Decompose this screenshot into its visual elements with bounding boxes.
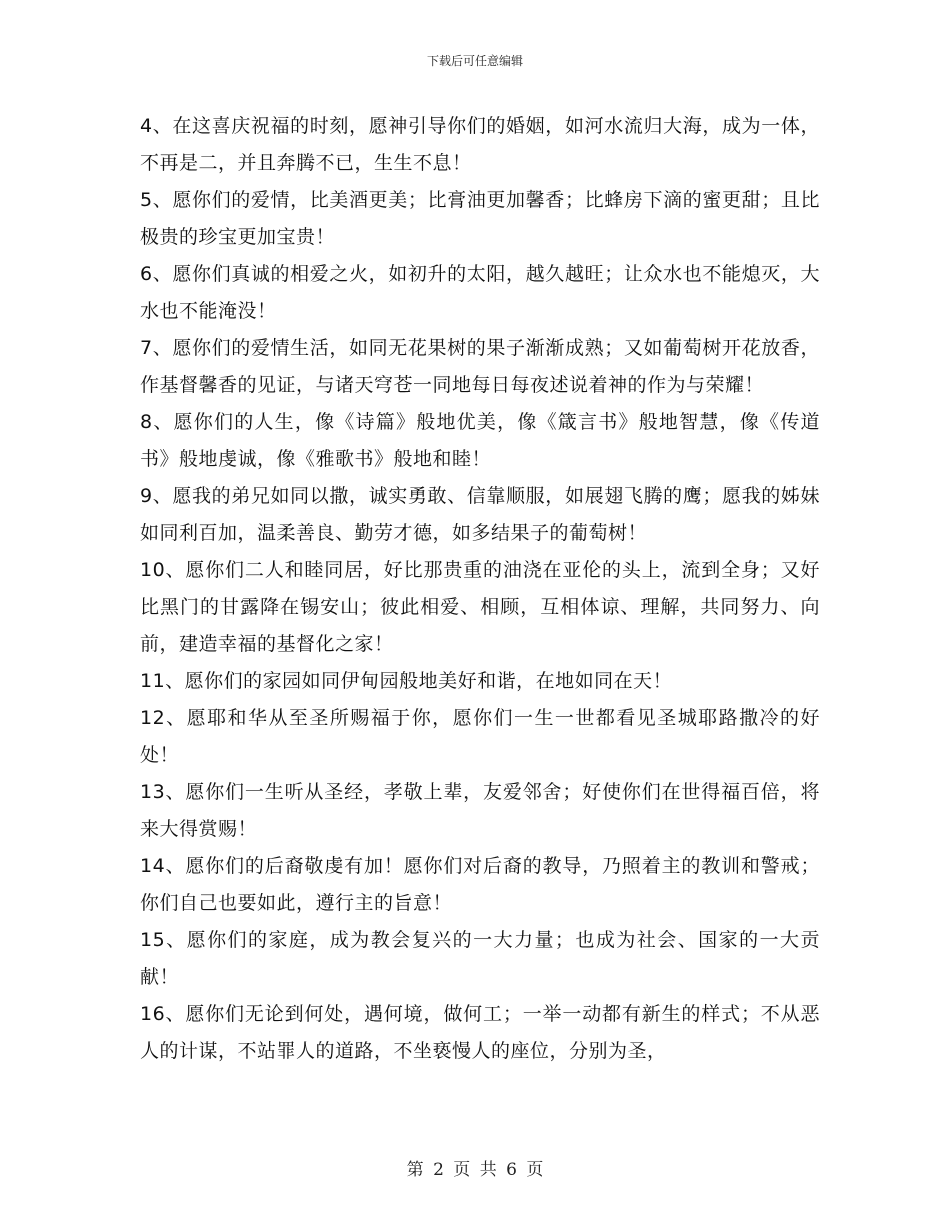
paragraph-8: 8、愿你们的人生，像《诗篇》般地优美，像《箴言书》般地智慧，像《传道书》般地虔诚，像《雅歌书》般地和睦！	[140, 411, 820, 470]
page-number-footer: 第 2 页 共 6 页	[406, 1160, 544, 1180]
paragraph-4: 4、在这喜庆祝福的时刻，愿神引导你们的婚姻，如河水流归大海，成为一体，不再是二，并且奔腾不已，生生不息！	[140, 115, 820, 174]
paragraph-10: 10、愿你们二人和睦同居，好比那贵重的油浇在亚伦的头上，流到全身；又好比黑门的甘露降在锡安山；彼此相爱、相顾，互相体谅、理解，共同努力、向前，建造幸福的基督化之家！	[140, 559, 820, 655]
paragraph-11: 11、愿你们的家园如同伊甸园般地美好和谐，在地如同在天！	[140, 670, 673, 692]
paragraph-5: 5、愿你们的爱情，比美酒更美；比膏油更加馨香；比蜂房下滴的蜜更甜；且比极贵的珍宝更加宝贵！	[140, 189, 820, 248]
page-header: 下载后可任意编辑	[426, 54, 523, 68]
paragraph-6: 6、愿你们真诚的相爱之火，如初升的太阳，越久越旺；让众水也不能熄灭，大水也不能淹没！	[140, 263, 820, 322]
paragraph-9: 9、愿我的弟兄如同以撒，诚实勇敢、信靠顺服，如展翅飞腾的鹰；愿我的姊妹如同利百加，温柔善良、勤劳才德，如多结果子的葡萄树！	[140, 485, 820, 544]
paragraph-14: 14、愿你们的后裔敬虔有加！愿你们对后裔的教导，乃照着主的教训和警戒；你们自己也要如此，遵行主的旨意！	[140, 855, 820, 914]
document-body	[140, 108, 820, 1070]
paragraph-12: 12、愿耶和华从至圣所赐福于你，愿你们一生一世都看见圣城耶路撒冷的好处！	[140, 707, 820, 766]
paragraph-15: 15、愿你们的家庭，成为教会复兴的一大力量；也成为社会、国家的一大贡献！	[140, 929, 820, 988]
paragraph-16: 16、愿你们无论到何处，遇何境，做何工；一举一动都有新生的样式；不从恶人的计谋，不站罪人的道路，不坐亵慢人的座位，分别为圣，	[140, 1003, 820, 1062]
paragraph-7: 7、愿你们的爱情生活，如同无花果树的果子渐渐成熟；又如葡萄树开花放香，作基督馨香的见证，与诸天穹苍一同地每日每夜述说着神的作为与荣耀！	[140, 337, 820, 396]
paragraph-13: 13、愿你们一生听从圣经，孝敬上辈，友爱邻舍；好使你们在世得福百倍，将来大得赏赐！	[140, 781, 820, 840]
